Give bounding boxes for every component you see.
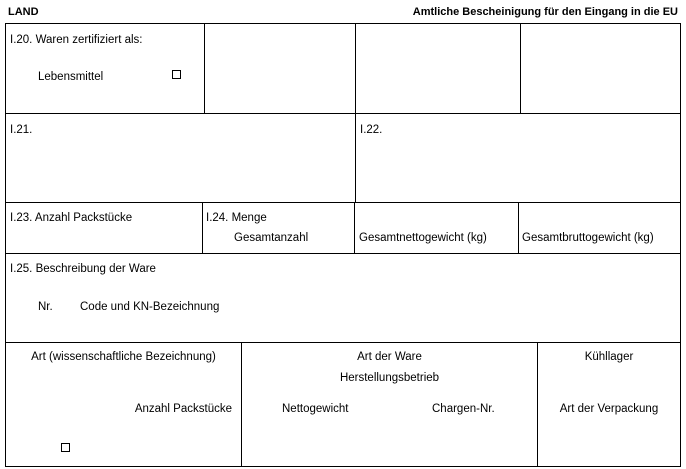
- box-i22: [355, 113, 681, 203]
- species-checkbox[interactable]: [61, 443, 70, 452]
- box-i25-label: I.25. Beschreibung der Ware: [10, 263, 156, 275]
- box-i21-label: I.21.: [10, 124, 33, 136]
- goods-type-column: [241, 342, 538, 467]
- box-i20: [5, 23, 205, 114]
- box-i21: [5, 113, 356, 203]
- box-i23-label: I.23. Anzahl Packstücke: [10, 212, 133, 224]
- plant-label: Herstellungsbetrieb: [339, 372, 440, 384]
- food-option-label: Lebensmittel: [38, 71, 104, 83]
- batch-label: Chargen-Nr.: [432, 403, 495, 415]
- country-header: LAND: [8, 6, 39, 18]
- box-i20-col2: [204, 23, 356, 114]
- code-label: Code und KN-Bezeichnung: [80, 301, 220, 313]
- box-i22-label: I.22.: [360, 124, 383, 136]
- box-i20-col3: [355, 23, 521, 114]
- food-checkbox[interactable]: [172, 70, 181, 79]
- nr-label: Nr.: [38, 301, 53, 313]
- box-i24: [202, 202, 355, 254]
- net-weight-label: Nettogewicht: [282, 403, 349, 415]
- certificate-title: Amtliche Bescheinigung für den Eingang in die EU: [412, 6, 678, 18]
- goods-type-label: Art der Ware: [357, 351, 422, 363]
- cold-store-label: Kühllager: [584, 351, 634, 363]
- box-i24-net: [354, 202, 519, 254]
- box-i23: [5, 202, 203, 254]
- box-i24-gross: [518, 202, 681, 254]
- species-label: Art (wissenschaftliche Bezeichnung): [31, 351, 216, 363]
- box-i25: [5, 253, 681, 343]
- box-i20-col4: [520, 23, 681, 114]
- total-gross-weight-label: Gesamtbruttogewicht (kg): [522, 232, 654, 244]
- cold-store-column: [537, 342, 681, 467]
- total-net-weight-label: Gesamtnettogewicht (kg): [359, 232, 487, 244]
- packaging-label: Art der Verpackung: [559, 403, 659, 415]
- packages-label: Anzahl Packstücke: [134, 403, 232, 415]
- total-count-label: Gesamtanzahl: [234, 232, 309, 244]
- species-column: [5, 342, 242, 467]
- box-i20-label: I.20. Waren zertifiziert als:: [10, 34, 143, 46]
- box-i24-label: I.24. Menge: [206, 212, 267, 224]
